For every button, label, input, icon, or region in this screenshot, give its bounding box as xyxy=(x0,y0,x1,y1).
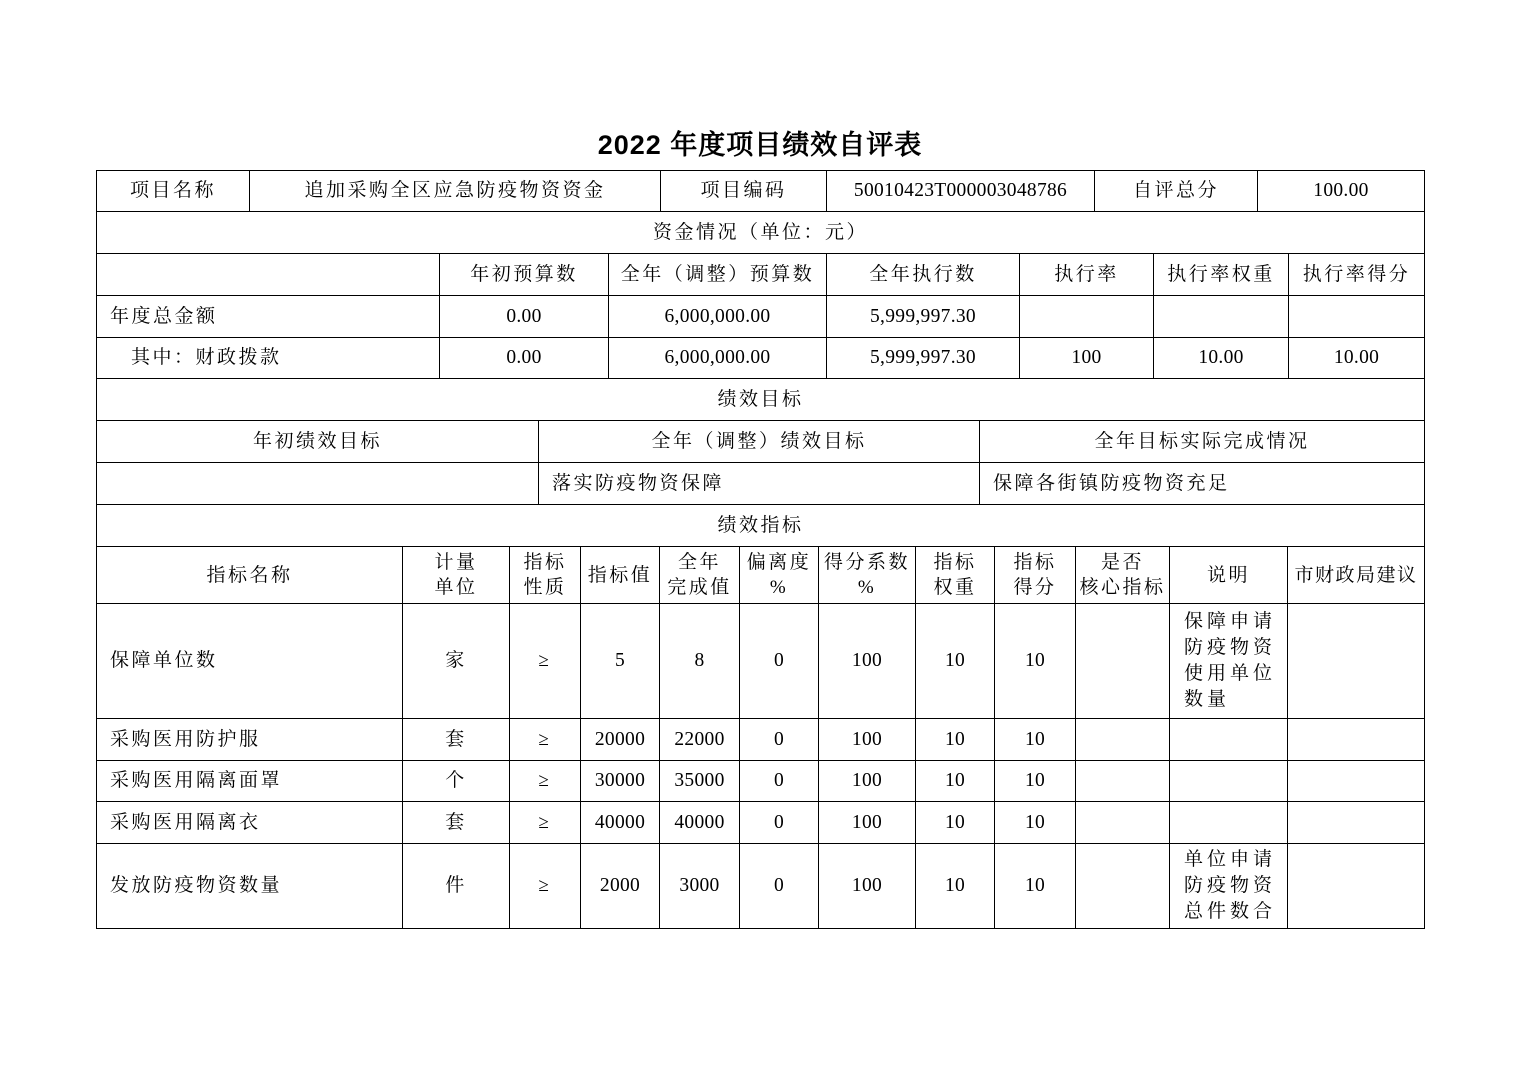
indicator-core xyxy=(1076,802,1170,844)
indicator-header-suggestion: 市财政局建议 xyxy=(1288,547,1425,604)
funds-section-row xyxy=(97,212,1425,254)
indicator-score: 10 xyxy=(995,844,1076,929)
indicator-name: 采购医用隔离衣 xyxy=(97,802,403,844)
goals-initial-value xyxy=(97,463,539,505)
table-row xyxy=(97,802,1425,844)
indicator-core xyxy=(1076,604,1170,719)
indicator-score: 10 xyxy=(995,802,1076,844)
page-title: 2022 年度项目绩效自评表 xyxy=(597,130,923,160)
indicator-deviation: 0 xyxy=(740,719,819,761)
indicator-unit: 套 xyxy=(403,802,510,844)
goals-table xyxy=(96,378,1425,505)
indicator-actual: 8 xyxy=(660,604,740,719)
indicator-nature: ≥ xyxy=(510,719,581,761)
indicator-score: 10 xyxy=(995,761,1076,802)
indicator-name: 采购医用隔离面罩 xyxy=(97,761,403,802)
indicator-coefficient: 100 xyxy=(819,761,916,802)
funds-fiscal-label: 其中：财政拨款 xyxy=(97,338,440,379)
goals-actual-value: 保障各街镇防疫物资充足 xyxy=(980,463,1425,505)
indicator-deviation: 0 xyxy=(740,844,819,929)
indicator-core xyxy=(1076,761,1170,802)
funds-total-rate-score xyxy=(1289,296,1425,338)
indicator-weight: 10 xyxy=(916,719,995,761)
indicator-deviation: 0 xyxy=(740,802,819,844)
funds-section-title: 资金情况（单位：元） xyxy=(97,212,1425,254)
indicator-target: 30000 xyxy=(581,761,660,802)
funds-header-initial: 年初预算数 xyxy=(440,254,609,296)
table-row xyxy=(97,719,1425,761)
indicator-header-core: 是否 核心指标 xyxy=(1076,547,1170,604)
funds-table xyxy=(96,211,1425,379)
funds-fiscal-row xyxy=(97,338,1425,379)
funds-total-rate-weight xyxy=(1154,296,1289,338)
table-row xyxy=(97,761,1425,802)
indicator-coefficient: 100 xyxy=(819,719,916,761)
indicator-header-score: 指标 得分 xyxy=(995,547,1076,604)
indicator-score: 10 xyxy=(995,604,1076,719)
indicator-target: 5 xyxy=(581,604,660,719)
indicators-table xyxy=(96,504,1425,929)
funds-header-rate-weight: 执行率权重 xyxy=(1154,254,1289,296)
indicator-actual: 35000 xyxy=(660,761,740,802)
funds-fiscal-adjusted: 6,000,000.00 xyxy=(609,338,827,379)
goals-adjusted-value: 落实防疫物资保障 xyxy=(539,463,980,505)
goals-header-row xyxy=(97,421,1425,463)
indicator-suggestion xyxy=(1288,844,1425,929)
project-info-table xyxy=(96,170,1425,212)
indicator-header-unit: 计量 单位 xyxy=(403,547,510,604)
funds-header-adjusted: 全年（调整）预算数 xyxy=(609,254,827,296)
project-code-label: 项目编码 xyxy=(661,171,827,212)
funds-fiscal-rate-weight: 10.00 xyxy=(1154,338,1289,379)
indicator-weight: 10 xyxy=(916,761,995,802)
indicator-name: 保障单位数 xyxy=(97,604,403,719)
indicator-nature: ≥ xyxy=(510,604,581,719)
indicator-unit: 个 xyxy=(403,761,510,802)
funds-total-initial: 0.00 xyxy=(440,296,609,338)
indicator-suggestion xyxy=(1288,802,1425,844)
funds-header-rate-score: 执行率得分 xyxy=(1289,254,1425,296)
indicator-deviation: 0 xyxy=(740,761,819,802)
indicators-section-title: 绩效指标 xyxy=(97,505,1425,547)
indicator-note xyxy=(1170,761,1288,802)
indicator-weight: 10 xyxy=(916,802,995,844)
indicator-header-name: 指标名称 xyxy=(97,547,403,604)
indicator-nature: ≥ xyxy=(510,844,581,929)
funds-total-rate xyxy=(1020,296,1154,338)
funds-total-label: 年度总金额 xyxy=(97,296,440,338)
funds-header-executed: 全年执行数 xyxy=(827,254,1020,296)
indicator-nature: ≥ xyxy=(510,761,581,802)
indicator-coefficient: 100 xyxy=(819,604,916,719)
indicator-note-text: 单位申请防疫物资总件数合 xyxy=(1184,849,1277,922)
evaluation-sheet xyxy=(96,170,1424,929)
indicator-score: 10 xyxy=(995,719,1076,761)
project-name-label: 项目名称 xyxy=(97,171,250,212)
project-info-row xyxy=(97,171,1425,212)
indicator-weight: 10 xyxy=(916,844,995,929)
indicator-header-coefficient: 得分系数 % xyxy=(819,547,916,604)
indicator-note xyxy=(1170,844,1288,929)
indicator-unit: 套 xyxy=(403,719,510,761)
goals-section-title: 绩效目标 xyxy=(97,379,1425,421)
indicator-target: 40000 xyxy=(581,802,660,844)
indicators-section-row xyxy=(97,505,1425,547)
indicator-name: 采购医用防护服 xyxy=(97,719,403,761)
indicator-note xyxy=(1170,604,1288,719)
funds-header-blank xyxy=(97,254,440,296)
table-row xyxy=(97,844,1425,929)
funds-header-row xyxy=(97,254,1425,296)
indicator-core xyxy=(1076,844,1170,929)
goals-section-row xyxy=(97,379,1425,421)
funds-total-row xyxy=(97,296,1425,338)
funds-fiscal-rate: 100 xyxy=(1020,338,1154,379)
indicator-coefficient: 100 xyxy=(819,802,916,844)
self-score-value: 100.00 xyxy=(1258,171,1425,212)
indicator-core xyxy=(1076,719,1170,761)
indicator-unit: 件 xyxy=(403,844,510,929)
indicator-header-nature: 指标 性质 xyxy=(510,547,581,604)
project-name-value: 追加采购全区应急防疫物资资金 xyxy=(250,171,661,212)
indicator-suggestion xyxy=(1288,604,1425,719)
indicator-header-target: 指标值 xyxy=(581,547,660,604)
self-score-label: 自评总分 xyxy=(1095,171,1258,212)
indicator-suggestion xyxy=(1288,761,1425,802)
funds-total-executed: 5,999,997.30 xyxy=(827,296,1020,338)
indicator-header-actual: 全年 完成值 xyxy=(660,547,740,604)
indicator-actual: 3000 xyxy=(660,844,740,929)
funds-header-rate: 执行率 xyxy=(1020,254,1154,296)
indicator-suggestion xyxy=(1288,719,1425,761)
funds-fiscal-rate-score: 10.00 xyxy=(1289,338,1425,379)
indicator-header-weight: 指标 权重 xyxy=(916,547,995,604)
project-code-value: 50010423T000003048786 xyxy=(827,171,1095,212)
indicator-coefficient: 100 xyxy=(819,844,916,929)
indicator-note xyxy=(1170,802,1288,844)
funds-fiscal-initial: 0.00 xyxy=(440,338,609,379)
indicator-header-deviation: 偏离度 % xyxy=(740,547,819,604)
indicator-target: 20000 xyxy=(581,719,660,761)
indicator-deviation: 0 xyxy=(740,604,819,719)
funds-total-adjusted: 6,000,000.00 xyxy=(609,296,827,338)
indicator-unit: 家 xyxy=(403,604,510,719)
indicators-header-row xyxy=(97,547,1425,604)
table-row xyxy=(97,604,1425,719)
indicator-actual: 40000 xyxy=(660,802,740,844)
goals-header-actual: 全年目标实际完成情况 xyxy=(980,421,1425,463)
indicator-target: 2000 xyxy=(581,844,660,929)
funds-fiscal-executed: 5,999,997.30 xyxy=(827,338,1020,379)
goals-header-adjusted: 全年（调整）绩效目标 xyxy=(539,421,980,463)
indicator-actual: 22000 xyxy=(660,719,740,761)
indicator-weight: 10 xyxy=(916,604,995,719)
indicator-nature: ≥ xyxy=(510,802,581,844)
goals-value-row xyxy=(97,463,1425,505)
indicator-note-text: 保障申请防疫物资使用单位数量 xyxy=(1184,611,1277,710)
goals-header-initial: 年初绩效目标 xyxy=(97,421,539,463)
indicator-name: 发放防疫物资数量 xyxy=(97,844,403,929)
indicator-header-note: 说明 xyxy=(1170,547,1288,604)
indicator-note xyxy=(1170,719,1288,761)
